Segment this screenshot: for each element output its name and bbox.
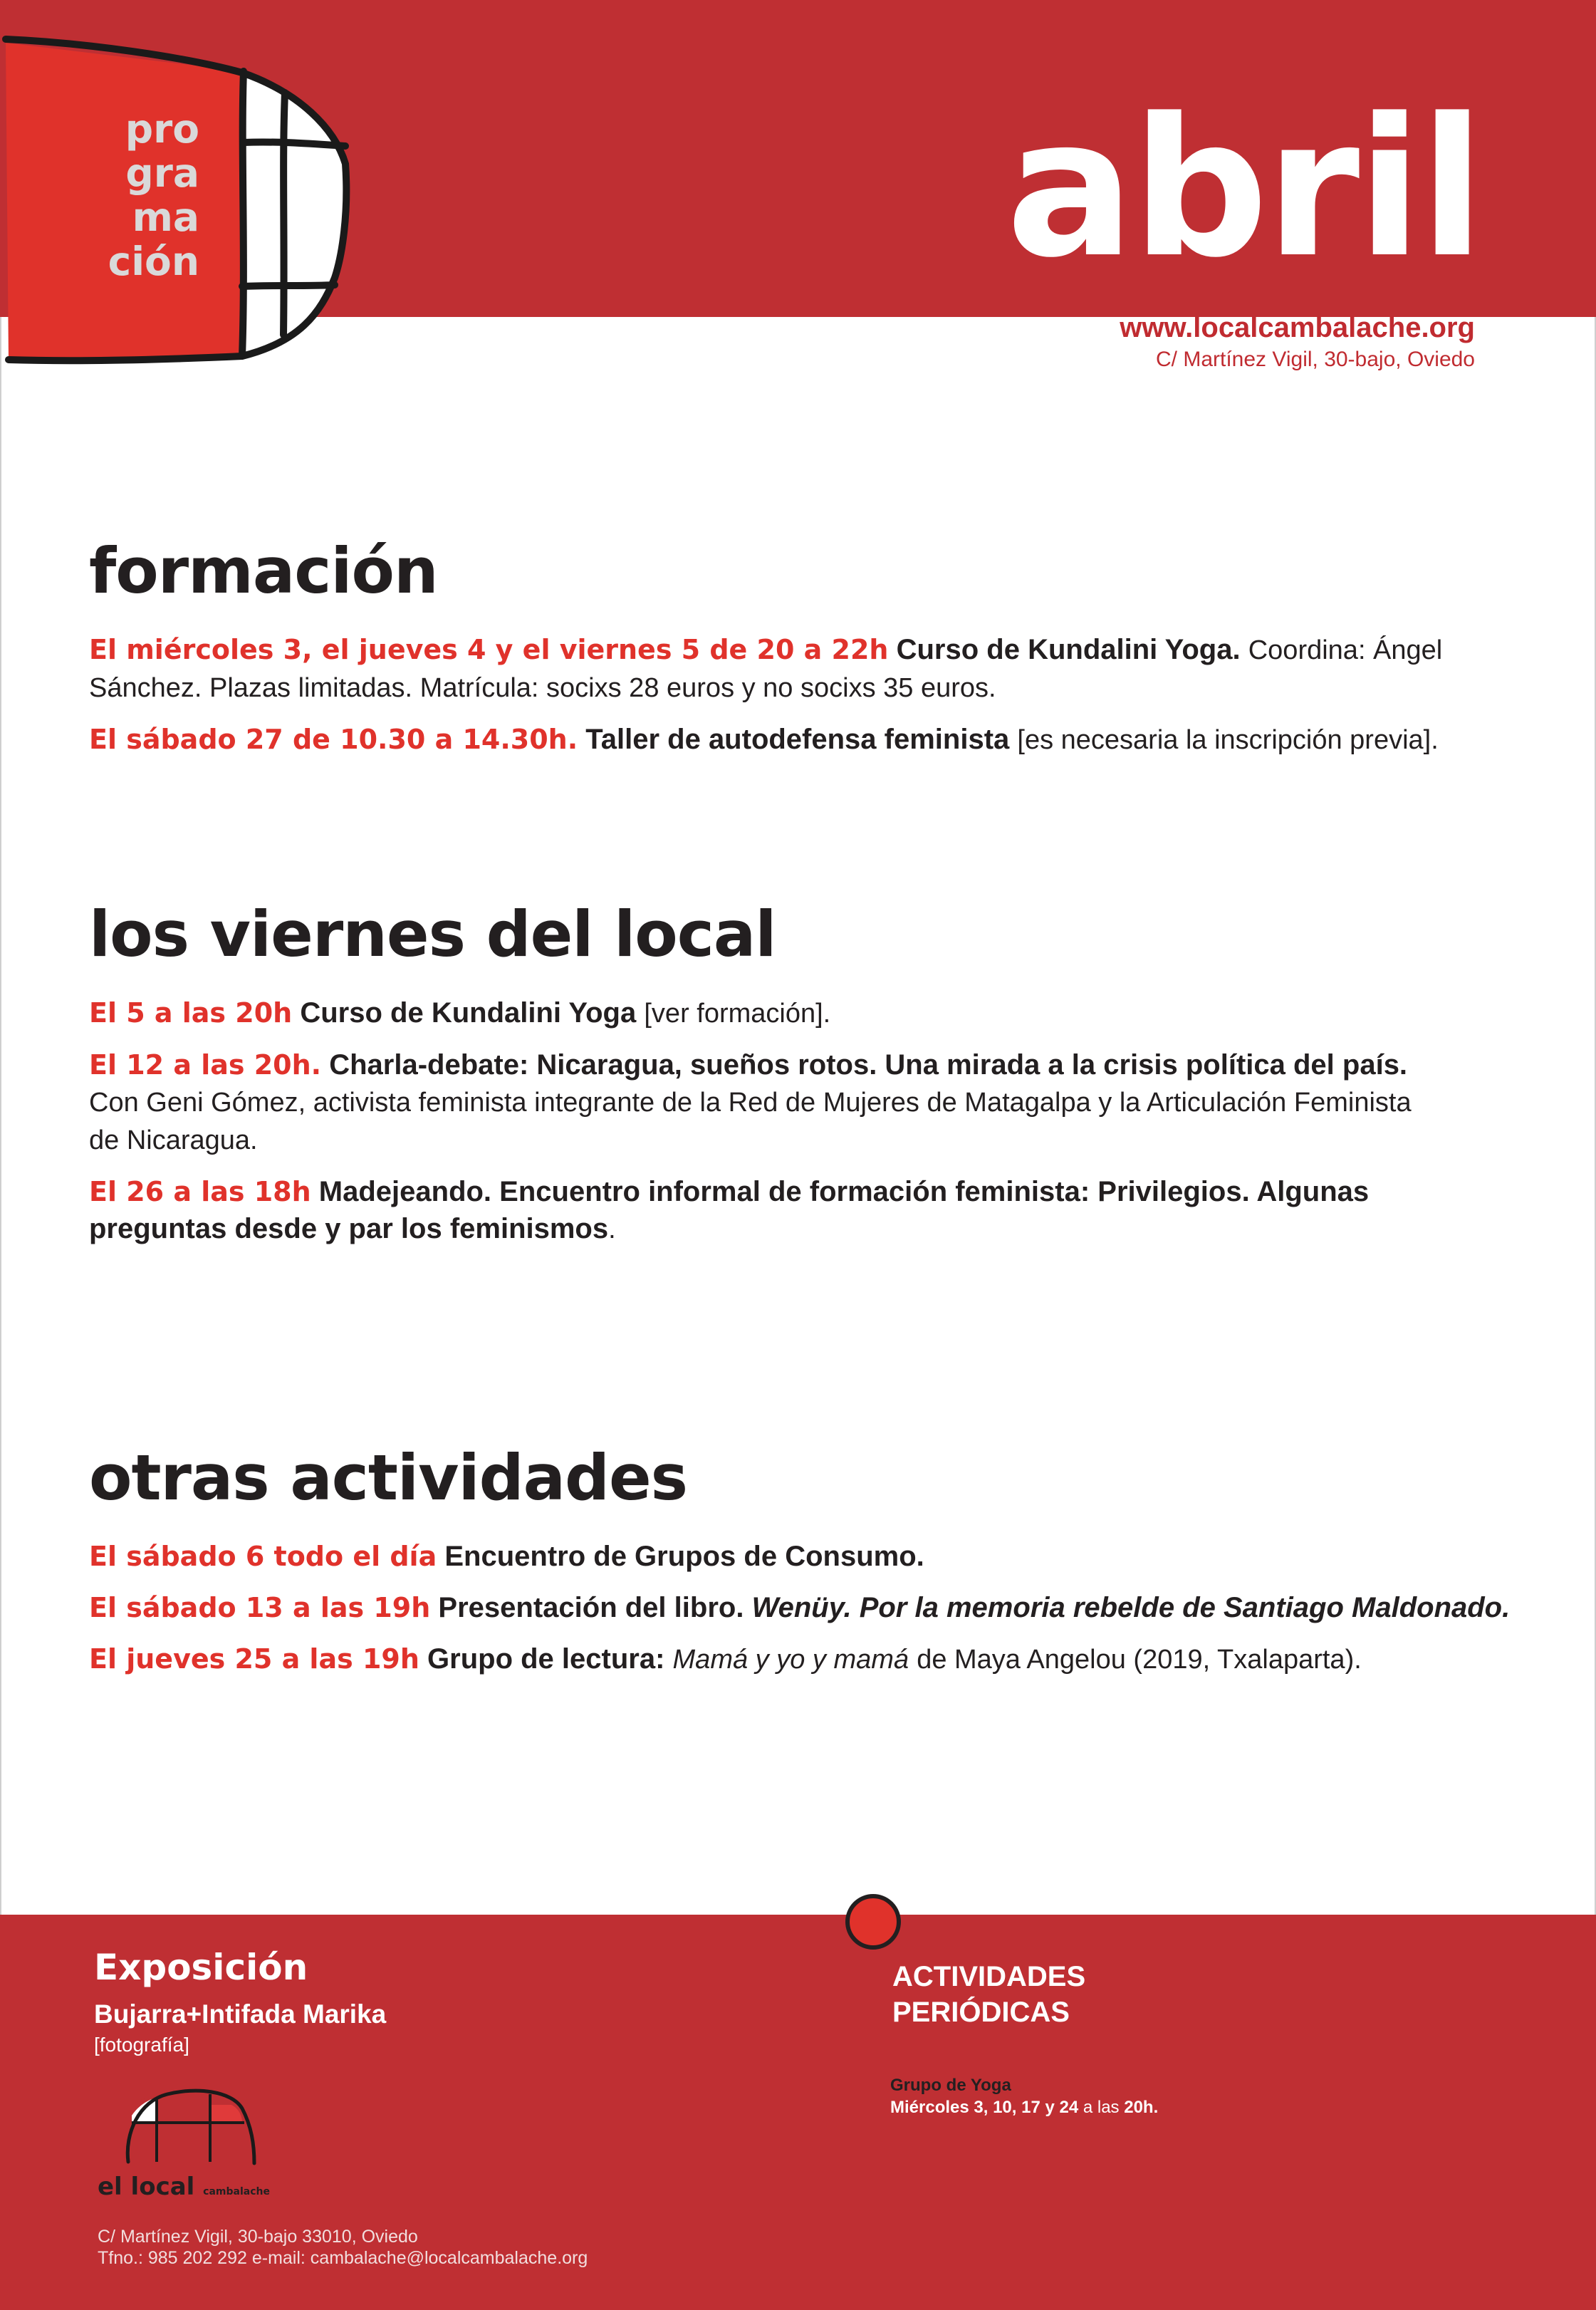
event-item bbox=[89, 1589, 1521, 1626]
circle-dot-icon bbox=[845, 1894, 901, 1950]
book-title: Mamá y yo y mamá bbox=[672, 1645, 909, 1675]
event-lead: Madejeando. Encuentro informal de formación feminista: Privilegios. Algunas preguntas desde y par los feminismos bbox=[89, 1176, 1370, 1244]
event-when: El miércoles 3, el jueves 4 y el viernes 5 de 20 a 22h bbox=[89, 634, 889, 665]
event-item bbox=[89, 1046, 1442, 1159]
yoga-group-schedule: Miércoles 3, 10, 17 y 24 a las 20h. bbox=[890, 2098, 1159, 2117]
event-desc: . bbox=[608, 1214, 616, 1244]
section-otras bbox=[89, 1442, 1521, 1692]
website-link[interactable]: www.localcambalache.org bbox=[1120, 312, 1475, 343]
event-lead: Curso de Kundalini Yoga bbox=[300, 997, 637, 1029]
event-when: El sábado 6 todo el día bbox=[89, 1541, 437, 1572]
exposicion-title: Exposición bbox=[94, 1947, 308, 1988]
event-item bbox=[89, 1640, 1521, 1678]
event-when: El sábado 27 de 10.30 a 14.30h. bbox=[89, 724, 578, 755]
exposicion-type: [fotografía] bbox=[94, 2034, 189, 2056]
event-lead: Charla-debate: Nicaragua, sueños rotos. Una mirada a la crisis política del país. bbox=[329, 1049, 1408, 1081]
event-when: El sábado 13 a las 19h bbox=[89, 1592, 431, 1623]
footer-address bbox=[98, 2226, 588, 2269]
event-item bbox=[89, 1538, 1521, 1575]
month-title: abril bbox=[1006, 78, 1482, 300]
event-desc: Con Geni Gómez, activista feminista integrante de la Red de Mujeres de Matagalpa y la Articulación Feminista de Nicaragua. bbox=[89, 1088, 1412, 1155]
header-address: C/ Martínez Vigil, 30-bajo, Oviedo bbox=[1156, 348, 1475, 371]
event-item bbox=[89, 1173, 1442, 1248]
brand-main: el local bbox=[98, 2173, 195, 2201]
yoga-group-name: Grupo de Yoga bbox=[890, 2076, 1011, 2095]
event-lead: Taller de autodefensa feminista bbox=[585, 724, 1010, 755]
event-when: El 5 a las 20h bbox=[89, 997, 293, 1029]
section-formacion bbox=[89, 536, 1521, 773]
event-desc: [es necesaria la inscripción previa]. bbox=[1017, 725, 1439, 755]
event-desc: Coordina: Ángel Sánchez. Plazas limitadas. Matrícula: socixs 28 euros y no socixs 35 euros. bbox=[89, 635, 1443, 703]
event-lead: Encuentro de Grupos de Consumo. bbox=[444, 1541, 924, 1572]
event-item bbox=[89, 994, 1521, 1032]
event-lead: Presentación del libro. bbox=[438, 1592, 744, 1623]
local-logo-icon bbox=[125, 2083, 260, 2169]
event-when: El 26 a las 18h bbox=[89, 1176, 311, 1207]
section-title: los viernes del local bbox=[89, 898, 776, 971]
brand-sub: cambalache bbox=[203, 2186, 270, 2197]
event-desc: de Maya Angelou (2019, Txalaparta). bbox=[917, 1645, 1362, 1675]
brand-wordmark bbox=[98, 2173, 270, 2201]
exposicion-name: Bujarra+Intifada Marika bbox=[94, 1999, 387, 2029]
event-lead: Grupo de lectura: bbox=[427, 1643, 665, 1675]
event-item bbox=[89, 631, 1521, 707]
programacion-label: pro gra ma ción bbox=[108, 106, 199, 284]
section-viernes bbox=[89, 899, 1521, 1262]
section-title: otras actividades bbox=[89, 1441, 688, 1514]
section-title: formación bbox=[89, 534, 438, 608]
event-when: El jueves 25 a las 19h bbox=[89, 1643, 419, 1675]
book-title: Wenüy. Por la memoria rebelde de Santiago Maldonado. bbox=[751, 1592, 1511, 1623]
event-lead: Curso de Kundalini Yoga. bbox=[896, 634, 1241, 665]
periodic-title: ACTIVIDADES PERIÓDICAS bbox=[892, 1961, 1086, 2028]
event-item bbox=[89, 721, 1521, 759]
event-when: El 12 a las 20h. bbox=[89, 1049, 322, 1081]
event-desc: [ver formación]. bbox=[644, 999, 831, 1029]
footer-address-line: C/ Martínez Vigil, 30-bajo 33010, Oviedo bbox=[98, 2227, 418, 2247]
footer-contact-line: Tfno.: 985 202 292 e-mail: cambalache@localcambalache.org bbox=[98, 2248, 588, 2268]
